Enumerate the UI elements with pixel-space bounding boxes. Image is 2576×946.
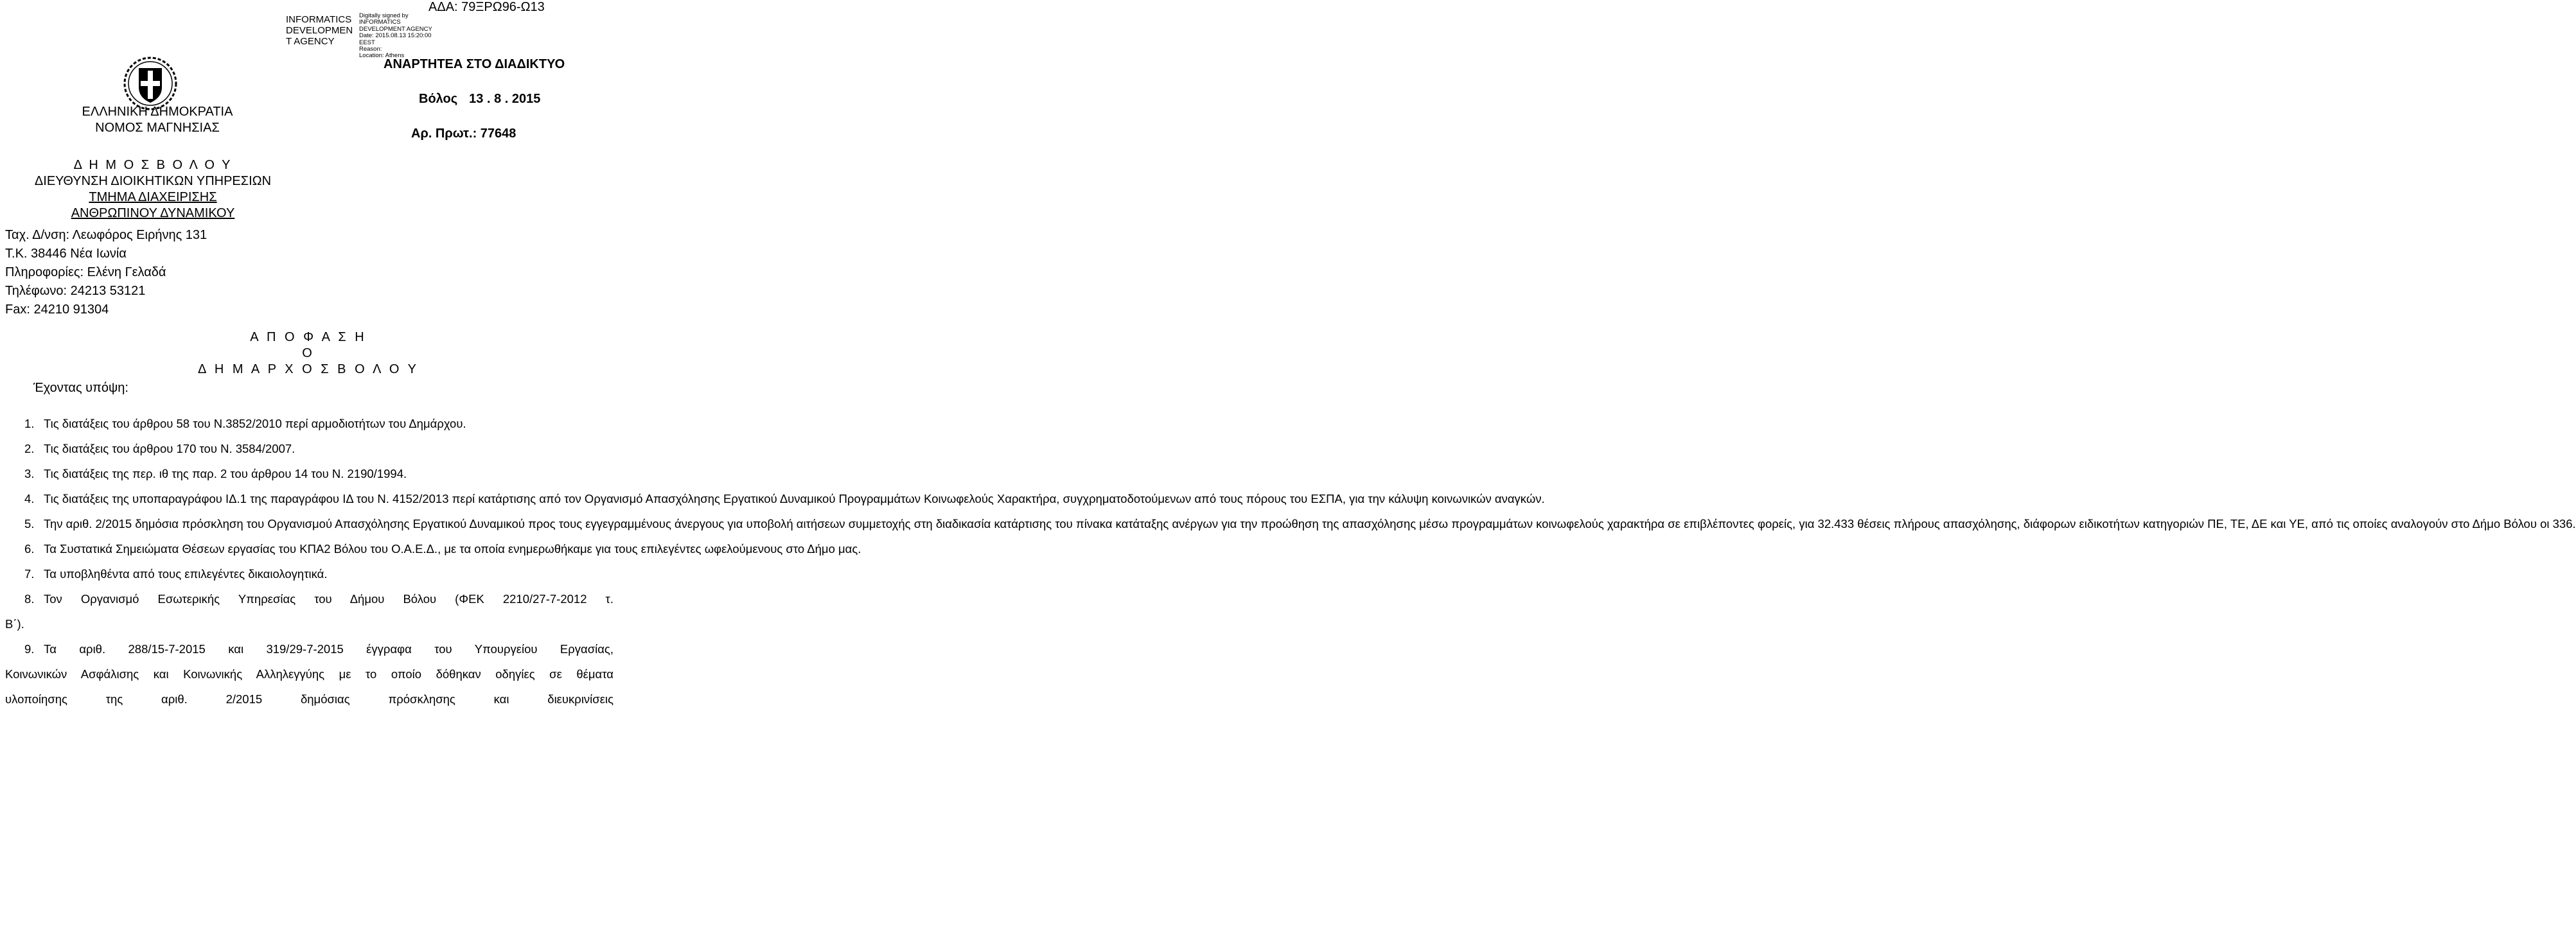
item-line bbox=[5, 636, 613, 661]
item-text: Τα αριθ. 288/15-7-2015 και 319/29-7-2015 έγγραφα του Υπουργείου Εργασίας, bbox=[44, 642, 613, 656]
list-item bbox=[5, 586, 613, 636]
country-name: ΕΛΛΗΝΙΚΗ ΔΗΜΟΚΡΑΤΙΑ bbox=[82, 105, 233, 119]
item-number: 9. bbox=[24, 642, 35, 656]
protocol-number: Αρ. Πρωτ.: 77648 bbox=[411, 127, 516, 141]
contact-block bbox=[5, 226, 207, 319]
item-text: Τις διατάξεις της υποπαραγράφου ΙΔ.1 της παραγράφου ΙΔ του Ν. 4152/2013 περί κατάρτισης από τον Οργανισμό Απασχόλησης Εργατικού Δυναμικού Προγραμμάτων Κοινωφελούς Χαρακτήρα, συγχρηματοδοτούμενων από τους πόρους του ΕΣΠΑ, για την κάλυψη κοινωνικών αναγκών. bbox=[44, 492, 1545, 505]
item-line: Β΄). bbox=[5, 617, 24, 631]
signature-org-line: INFORMATICS bbox=[286, 14, 352, 25]
postal-code: Τ.Κ. 38446 Νέα Ιωνία bbox=[5, 247, 127, 261]
signature-meta-line: Location: Athens bbox=[359, 52, 405, 60]
considerations-list bbox=[5, 411, 2576, 712]
phone-number: Τηλέφωνο: 24213 53121 bbox=[5, 284, 146, 298]
signature-meta-line: Digitally signed by bbox=[359, 12, 409, 19]
list-item bbox=[5, 436, 613, 461]
greek-coat-of-arms-icon bbox=[122, 55, 179, 112]
item-number: 3. bbox=[24, 467, 35, 480]
signature-org-line: DEVELOPMEN bbox=[286, 25, 353, 36]
department-block bbox=[5, 157, 301, 222]
posting-notice: ΑΝΑΡΤΗΤΕΑ ΣΤΟ ΔΙΑΔΙΚΤΥΟ bbox=[384, 57, 565, 71]
item-line: Κοινωνικών Ασφάλισης και Κοινωνικής Αλληλεγγύης με το οποίο δόθηκαν οδηγίες σε θέματα bbox=[5, 667, 613, 681]
prefecture-name: ΝΟΜΟΣ ΜΑΓΝΗΣΙΑΣ bbox=[95, 121, 220, 135]
section-name: ΤΜΗΜΑ ΔΙΑΧΕΙΡΙΣΗΣ bbox=[89, 190, 217, 204]
contact-person: Πληροφορίες: Ελένη Γελαδά bbox=[5, 265, 166, 279]
digital-signature-org bbox=[286, 14, 353, 47]
item-number: 1. bbox=[24, 417, 35, 430]
section-name-cont: ΑΝΘΡΩΠΙΝΟΥ ΔΥΝΑΜΙΚΟΥ bbox=[71, 206, 235, 220]
list-item bbox=[5, 461, 613, 486]
ada-code: ΑΔΑ: 79ΞΡΩ96-Ω13 bbox=[428, 0, 545, 14]
fax-number: Fax: 24210 91304 bbox=[5, 302, 109, 317]
considering-label: Έχοντας υπόψη: bbox=[33, 381, 128, 395]
list-item bbox=[5, 511, 2576, 536]
item-number: 2. bbox=[24, 442, 35, 455]
government-header bbox=[61, 104, 254, 136]
list-item bbox=[5, 561, 613, 586]
digital-signature-details bbox=[359, 13, 432, 60]
signature-meta-line: Date: 2015.08.13 15:20:00 bbox=[359, 32, 432, 40]
signature-meta-line: Reason: bbox=[359, 46, 382, 53]
list-item bbox=[5, 636, 613, 712]
postal-address: Ταχ. Δ/νση: Λεωφόρος Ειρήνης 131 bbox=[5, 228, 207, 242]
item-text: Τις διατάξεις της περ. ιθ της παρ. 2 του άρθρου 14 του Ν. 2190/1994. bbox=[44, 467, 407, 480]
directorate-name: ΔΙΕΥΘΥΝΣΗ ΔΙΟΙΚΗΤΙΚΩΝ ΥΠΗΡΕΣΙΩΝ bbox=[34, 174, 272, 188]
list-item bbox=[5, 536, 861, 561]
item-text: Τον Οργανισμό Εσωτερικής Υπηρεσίας του Δήμου Βόλου (ΦΕΚ 2210/27-7-2012 τ. bbox=[44, 592, 613, 606]
item-line bbox=[5, 586, 613, 611]
item-text: Την αριθ. 2/2015 δημόσια πρόσκληση του Οργανισμού Απασχόλησης Εργατικού Δυναμικού προς τους εγγεγραμμένους άνεργους για υποβολή αιτήσεων συμμετοχής στη διαδικασία κατάρτισης του πίνακα κατάταξης ανέργων για την προώθηση της απασχόλησης μέσω προγραμμάτων κοινωφελούς χαρακτήρα σε επιβλέποντες φορείς, για 32.433 θέσεις πλήρους απασχόλησης, διάφορων ειδικοτήτων κατηγοριών ΠΕ, ΤΕ, ΔΕ και ΥΕ, από τις οποίες αναλογούν στο Δήμο Βόλου οι 336. bbox=[44, 517, 2576, 530]
item-text: Τα Συστατικά Σημειώματα Θέσεων εργασίας του ΚΠΑ2 Βόλου του Ο.Α.Ε.Δ., με τα οποία ενημερωθήκαμε για τους επιλεγέντες ωφελούμενους στο Δήμο μας. bbox=[44, 542, 861, 556]
place-date bbox=[419, 92, 552, 107]
item-number: 5. bbox=[24, 517, 35, 530]
list-item bbox=[5, 486, 1545, 511]
item-number: 8. bbox=[24, 592, 35, 606]
signature-meta-line: EEST bbox=[359, 39, 375, 46]
city: Βόλος bbox=[419, 92, 458, 106]
item-number: 4. bbox=[24, 492, 35, 505]
item-number: 7. bbox=[24, 567, 35, 581]
decision-heading bbox=[193, 329, 424, 378]
date: 13 . 8 . 2015 bbox=[469, 92, 541, 106]
item-text: Τις διατάξεις του άρθρου 58 του Ν.3852/2010 περί αρμοδιοτήτων του Δημάρχου. bbox=[44, 417, 466, 430]
item-number: 6. bbox=[24, 542, 35, 556]
item-text: Τα υποβληθέντα από τους επιλεγέντες δικαιολογητικά. bbox=[44, 567, 328, 581]
signature-meta-line: INFORMATICS bbox=[359, 19, 401, 26]
decision-issuer: Δ Η Μ Α Ρ Χ Ο Σ Β Ο Λ Ο Υ bbox=[198, 362, 419, 376]
item-line: υλοποίησης της αριθ. 2/2015 δημόσιας πρόσκλησης και διευκρινίσεις bbox=[5, 692, 613, 706]
list-item bbox=[5, 411, 613, 436]
item-text: Τις διατάξεις του άρθρου 170 του Ν. 3584/2007. bbox=[44, 442, 296, 455]
decision-title: Α Π Ο Φ Α Σ Η bbox=[250, 330, 367, 344]
decision-article: Ο bbox=[302, 346, 315, 360]
municipality-name: Δ Η Μ Ο Σ Β Ο Λ Ο Υ bbox=[73, 158, 233, 172]
signature-meta-line: DEVELOPMENT AGENCY bbox=[359, 25, 432, 33]
signature-org-line: T AGENCY bbox=[286, 36, 335, 47]
